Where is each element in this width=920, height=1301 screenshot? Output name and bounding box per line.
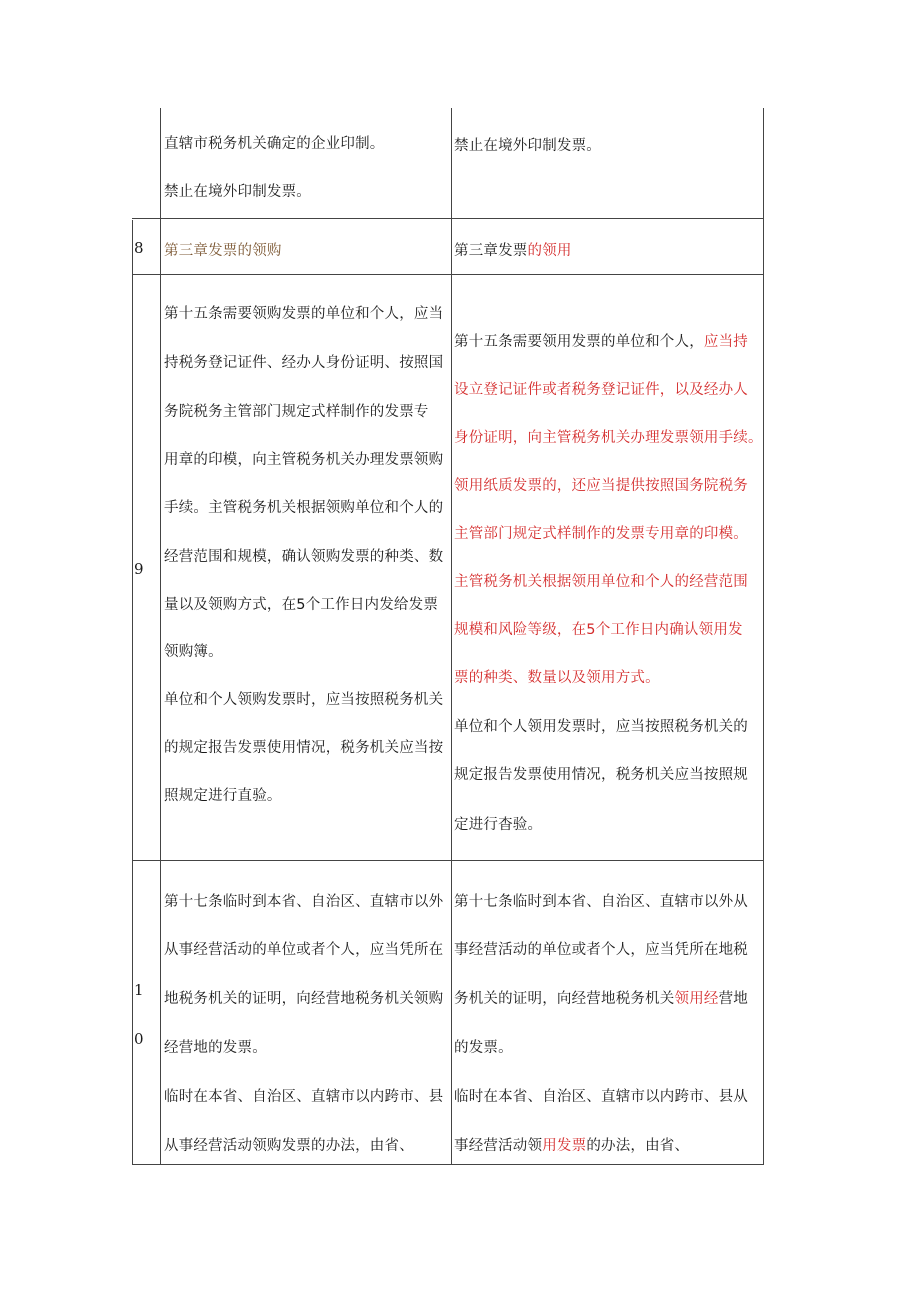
article-old-line: 持税务登记证件、经办人身份证明、按照国	[164, 355, 444, 371]
table-border-left	[132, 220, 133, 1165]
article-new-line: 的发票。	[454, 1040, 513, 1056]
article-old-line: 从事经营活动的单位或者个人，应当凭所在	[164, 942, 444, 958]
row1-left-line: 禁止在境外印制发票。	[164, 184, 311, 200]
table-border-right	[763, 108, 764, 1165]
chapter-heading-new-change: 的领用	[527, 243, 572, 259]
article-old-line: 用章的印模，向主管税务机关办理发票领购	[164, 452, 444, 468]
article-new-line: 第十七条临时到本省、自治区、直辖市以外从	[454, 894, 748, 910]
article-new-text: 事经营活动领	[454, 1138, 543, 1154]
article-old-line: 的规定报告发票使用情况，税务机关应当按	[164, 740, 444, 756]
row1-right-line: 禁止在境外印制发票。	[454, 138, 601, 154]
article-old-line: 照规定进行直验。	[164, 788, 282, 804]
article-new-change-line: 设立登记证件或者税务登记证件，以及经办人	[454, 382, 748, 398]
article-old-line: 领购簿。	[164, 644, 223, 660]
row-number: 0	[134, 1030, 144, 1048]
chapter-heading-new-prefix: 第三章发票	[454, 243, 528, 259]
row-divider-2	[132, 274, 764, 275]
article-new-line: 规定报告发票使用情况，税务机关应当按照规	[454, 767, 748, 783]
article-new-change: 领用经	[674, 991, 719, 1007]
article-old-line: 第十五条需要领购发票的单位和个人，应当	[164, 306, 444, 322]
article-new-change: 应当持	[703, 334, 749, 350]
row-divider-3	[132, 860, 764, 861]
article-new-line: 临时在本省、自治区、直辖市以内跨市、县从	[454, 1089, 748, 1105]
column-divider-1	[160, 108, 161, 1165]
row-number: 8	[134, 239, 144, 257]
table-border-bottom	[132, 1164, 764, 1165]
article-new-change-line: 规模和风险等级，在5个工作日内确认领用发	[454, 622, 743, 638]
article-new-change-line: 身份证明，向主管税务机关办理发票领用手续。	[454, 430, 763, 446]
article-old-line: 手续。主管税务机关根据领购单位和个人的	[164, 500, 444, 516]
row-number: 9	[134, 560, 144, 578]
article-new-text: 营地	[718, 991, 749, 1007]
article-old-line: 第十七条临时到本省、自治区、直辖市以外	[164, 894, 444, 910]
chapter-heading-old: 第三章发票的领购	[164, 243, 282, 259]
article-old-line: 务院税务主管部门规定式样制作的发票专	[164, 404, 429, 420]
article-old-line: 临时在本省、自治区、直辖市以内跨市、县	[164, 1089, 444, 1105]
article-old-line: 地税务机关的证明，向经营地税务机关领购	[164, 991, 444, 1007]
article-old-line: 单位和个人领购发票时，应当按照税务机关	[164, 692, 444, 708]
article-new-change-line: 主管税务机关根据领用单位和个人的经营范围	[454, 574, 748, 590]
row1-left-line: 直辖市税务机关确定的企业印制。	[164, 136, 385, 152]
article-old-line: 从事经营活动领购发票的办法，由省、	[164, 1138, 414, 1154]
article-new-change: 用发票	[542, 1138, 587, 1154]
article-new-line	[454, 987, 748, 1008]
article-new-line: 定进行杳验。	[454, 817, 543, 833]
article-old-line: 经营范围和规模，确认领购发票的种类、数	[164, 549, 444, 565]
row-number: 1	[134, 981, 144, 999]
comparison-table	[132, 108, 764, 1165]
article-new-line	[454, 330, 748, 351]
article-new-change-line: 领用纸质发票的，还应当提供按照国务院税务	[454, 478, 748, 494]
article-new-line: 事经营活动的单位或者个人，应当凭所在地税	[454, 942, 748, 958]
chapter-heading-new	[454, 239, 572, 260]
article-new-change-line: 主管部门规定式样制作的发票专用章的印模。	[454, 526, 748, 542]
column-divider-2	[451, 108, 452, 1165]
article-new-text: 的办法，由省、	[586, 1138, 690, 1154]
article-new-line: 单位和个人领用发票时，应当按照税务机关的	[454, 719, 748, 735]
article-new-change-line: 票的种类、数量以及领用方式。	[454, 670, 660, 686]
article-new-text: 务机关的证明，向经营地税务机关	[454, 991, 675, 1007]
row-divider-1	[132, 218, 764, 219]
article-new-line	[454, 1134, 689, 1155]
article-old-line: 经营地的发票。	[164, 1040, 267, 1056]
article-new-text: 第十五条需要领用发票的单位和个人，	[454, 334, 704, 350]
article-old-line: 量以及领购方式，在5个工作日内发给发票	[164, 597, 439, 613]
